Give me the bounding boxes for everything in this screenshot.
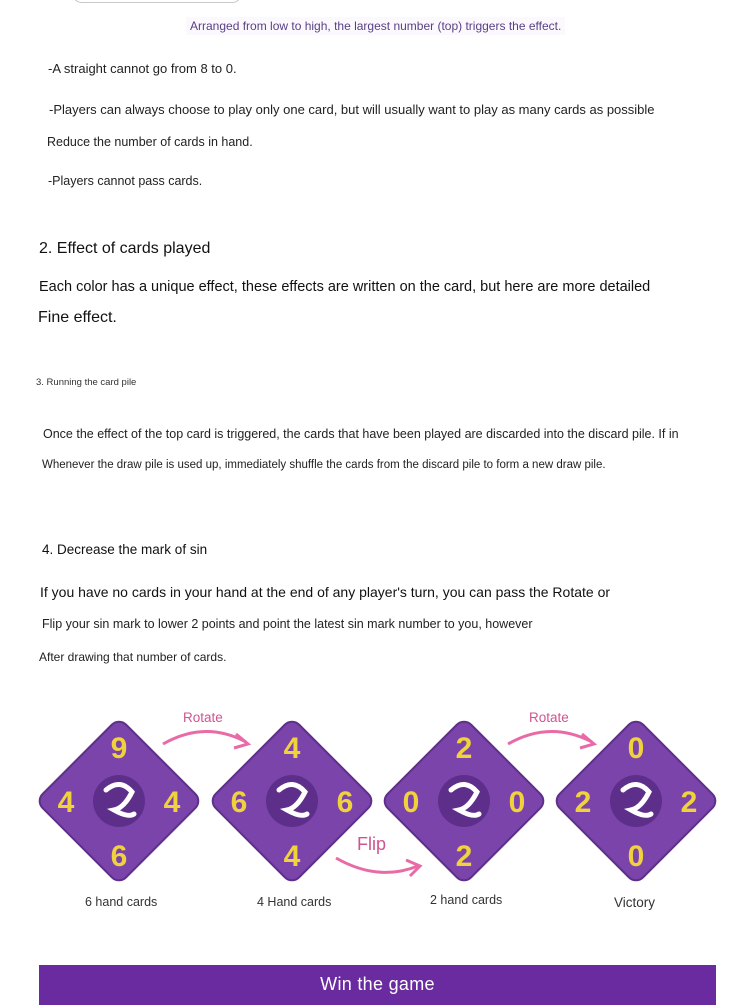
section-3-line-2: Whenever the draw pile is used up, immediately shuffle the cards from the discard pile to form a new draw pile. <box>42 459 606 471</box>
card-2-top: 4 <box>283 732 301 765</box>
card-3-left: 0 <box>402 786 420 819</box>
section-2-line-1: Each color has a unique effect, these effects are written on the card, but here are more detailed <box>39 279 651 295</box>
card-4-right: 2 <box>680 786 698 819</box>
card-2-bottom: 4 <box>283 840 301 873</box>
card-4-label: Victory <box>614 895 656 910</box>
card-4-left: 2 <box>574 786 592 819</box>
section-2-heading: 2. Effect of cards played <box>39 240 211 257</box>
card-3-right: 0 <box>508 786 526 819</box>
card-1-top: 9 <box>110 732 128 765</box>
card-3-label: 2 hand cards <box>430 893 503 907</box>
card-2-right: 6 <box>336 786 354 819</box>
section-3-heading: 3. Running the card pile <box>36 377 137 388</box>
card-1-bottom: 6 <box>110 840 128 873</box>
section-2-line-2: Fine effect. <box>38 309 117 326</box>
card-4-top: 0 <box>627 732 645 765</box>
sin-mark-card-2 <box>209 718 375 884</box>
sin-mark-card-3 <box>381 718 547 884</box>
card-1-label: 6 hand cards <box>85 895 158 909</box>
sin-mark-card-1 <box>36 718 202 884</box>
rule-play-cards: -Players can always choose to play only one card, but will usually want to play as many cards as possible <box>49 102 655 117</box>
rule-straight: -A straight cannot go from 8 to 0. <box>48 61 237 76</box>
win-the-game-title: Win the game <box>320 974 435 994</box>
sin-mark-card-4 <box>553 718 719 884</box>
section-4-line-1: If you have no cards in your hand at the end of any player's turn, you can pass the Rotate or <box>40 584 611 600</box>
card-2-left: 6 <box>230 786 248 819</box>
card-4-bottom: 0 <box>627 840 645 873</box>
section-4-line-3: After drawing that number of cards. <box>39 650 227 664</box>
card-3-bottom: 2 <box>455 840 473 873</box>
rule-play-cards-cont: Reduce the number of cards in hand. <box>47 135 253 149</box>
ordering-caption: Arranged from low to high, the largest number (top) triggers the effect. <box>186 17 565 35</box>
win-the-game-banner <box>39 965 716 1005</box>
card-3-top: 2 <box>455 732 473 765</box>
card-1-left: 4 <box>57 786 75 819</box>
top-pill-outline <box>72 0 242 3</box>
rule-no-pass: -Players cannot pass cards. <box>48 174 203 188</box>
rotate-label-2: Rotate <box>529 710 569 725</box>
card-2-label: 4 Hand cards <box>257 895 332 909</box>
card-1-right: 4 <box>163 786 181 819</box>
flip-label: Flip <box>357 834 387 854</box>
section-4-line-2: Flip your sin mark to lower 2 points and point the latest sin mark number to you, however <box>42 617 533 631</box>
section-4-heading: 4. Decrease the mark of sin <box>42 542 208 557</box>
section-3-line-1: Once the effect of the top card is triggered, the cards that have been played are discarded into the discard pile. If in <box>43 427 679 441</box>
rotate-label-1: Rotate <box>183 710 223 725</box>
